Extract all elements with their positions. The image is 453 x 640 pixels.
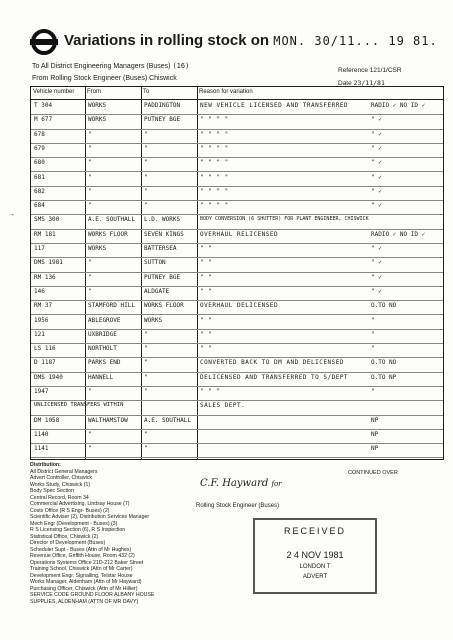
cell-to: ": [144, 373, 148, 381]
date-value: 23/11/81: [353, 79, 385, 87]
cell-reason: " " " ": [200, 202, 229, 210]
received-stamp: [253, 518, 377, 594]
cell-from: WALTHAMSTOW: [88, 416, 128, 424]
cell-to: WORKS: [144, 316, 163, 324]
distribution-line: Director of Development (Buses): [30, 540, 106, 546]
variations-table: [30, 86, 444, 460]
cell-from: HANWELL: [88, 373, 114, 381]
cell-vehicle: UNLICENSED TRANSFERS WITHIN: [34, 402, 124, 409]
cell-vehicle: RM 181: [34, 230, 56, 238]
cell-from: ": [88, 445, 92, 453]
cell-note: NP: [371, 416, 379, 424]
cell-from: ": [88, 287, 92, 295]
distribution-line: Advert Controller, Chiswick: [30, 475, 92, 481]
cell-from: ": [88, 388, 92, 395]
distribution-line: Purchasing Officer, Chiswick (Attn of Mr Hillier): [30, 585, 138, 592]
cell-vehicle: 1947: [34, 388, 49, 395]
cell-reason: BODY CONVERSION (6 SHUTTER) FOR PLANT ENGINEER, CHISWICK: [200, 216, 369, 223]
cell-to: WORKS FLOOR: [144, 302, 184, 310]
title-date: MON. 30/11... 19 81.: [273, 34, 438, 48]
to-line: To All District Engineering Managers (Buses) (16): [32, 62, 190, 70]
cell-reason: DELICENSED AND TRANSFERRED TO S/DEPT: [200, 373, 349, 381]
stamp-line2: 2 4 NOV 1981: [286, 550, 344, 560]
cell-vehicle: DMS 1940: [34, 373, 63, 381]
table-row: [31, 272, 443, 287]
table-row: [31, 200, 443, 215]
cell-note: " ✓: [371, 273, 382, 281]
table-row: [31, 114, 443, 129]
distribution-line: Scheduler Supt - Buses (Attn of Mr Hughes): [30, 546, 132, 553]
cell-from: WORKS: [88, 102, 107, 109]
table-row: [31, 129, 443, 144]
cell-from: ABLEGROVE: [88, 316, 121, 324]
cell-from: STAMFORD HILL: [88, 302, 135, 310]
cell-note: ": [371, 330, 375, 338]
cell-from: ": [88, 430, 92, 438]
table-row: [31, 157, 443, 172]
cell-note: " ✓: [371, 259, 382, 267]
distribution-line: Works Study, Chiswick (1): [30, 481, 91, 488]
table-row: [31, 357, 443, 372]
cell-to: PUTNEY BGE: [144, 116, 181, 124]
table-row: [31, 329, 443, 344]
london-transport-roundel-logo: [30, 28, 58, 56]
cell-note: " ✓: [371, 130, 382, 138]
cell-note: RADIO ✓ NO ID ✓: [371, 230, 426, 238]
cell-vehicle: 681: [34, 173, 45, 181]
cell-reason: " ": [200, 330, 213, 338]
stamp-line3: LONDON T: [299, 564, 331, 570]
cell-vehicle: 1140: [34, 430, 49, 438]
distribution-line: Body Spec Section: [30, 488, 74, 494]
cell-vehicle: RM 136: [34, 273, 56, 281]
table-header: [31, 87, 443, 100]
table-row: [31, 257, 443, 272]
cell-from: NORTHOLT: [88, 345, 117, 353]
table-row: [31, 343, 443, 358]
from-line: From Rolling Stock Engineer (Buses) Chiswick: [32, 75, 177, 82]
cell-note: " ✓: [371, 173, 382, 181]
cell-reason: " ": [200, 345, 213, 353]
distribution-line: Commercial Advertising, Lindsay House (7): [30, 501, 130, 507]
cell-from: ": [88, 202, 92, 210]
distribution-line: Development Engr, Signalling, Telstar House: [30, 572, 133, 579]
cell-to: ": [144, 173, 148, 181]
table-row: [31, 372, 443, 387]
cell-from: WORKS FLOOR: [88, 230, 128, 238]
distribution-line: SERVICE CODE GROUND FLOOR ALBANY HOUSE: [30, 592, 155, 598]
cell-reason: " ": [200, 273, 213, 281]
distribution-list: [30, 462, 190, 605]
cell-reason: " ": [200, 245, 213, 252]
table-row: [31, 386, 443, 401]
cell-vehicle: 1141: [34, 445, 49, 453]
cell-reason: OVERHAUL RELICENSED: [200, 230, 279, 238]
distribution-line: Training School, Chiswick (Attn of Mr Carter): [30, 566, 133, 572]
cell-reason: " " ": [200, 388, 221, 395]
cell-reason: CONVERTED BACK TO DM AND DELICENSED: [200, 359, 344, 367]
cell-from: WORKS: [88, 116, 107, 124]
cell-from: WORKS: [88, 245, 107, 252]
cell-vehicle: DM 1058: [34, 416, 60, 424]
cell-reason: OVERHAUL DELICENSED: [200, 302, 279, 310]
carried-over-note: CONTINUED OVER: [348, 470, 398, 476]
cell-to: ": [144, 187, 148, 195]
col-reason: Reason for variation: [199, 89, 253, 95]
cell-vehicle: M 677: [34, 116, 53, 124]
distribution-line: Operations Systems Office 21D-212 Baker Street: [30, 559, 144, 566]
cell-vehicle: 682: [34, 187, 45, 195]
cell-to: A.E. SOUTHALL: [144, 416, 191, 424]
cell-to: ": [144, 430, 148, 438]
cell-to: ": [144, 130, 148, 138]
distribution-line: Works Manager, Aldenham (Attn of Mr Hayward): [30, 579, 142, 585]
stamp-line4: ADVERT: [302, 574, 328, 580]
cell-note: O.TO NO: [371, 302, 397, 310]
date-field: Date 23/11/81: [338, 79, 385, 87]
cell-from: ": [88, 259, 92, 267]
col-from: From: [87, 89, 101, 95]
cell-to: SEVEN KINGS: [144, 230, 184, 238]
distribution-line: SUPPLIES, ALDENHAM (ATTN OF MR DAVY): [30, 598, 139, 605]
cell-to: ": [144, 445, 148, 453]
table-row: [31, 172, 443, 187]
table-row: [31, 100, 443, 115]
cell-vehicle: 146: [34, 287, 45, 295]
cell-note: " ✓: [371, 187, 382, 195]
cell-reason: " " " ": [200, 144, 229, 152]
cell-reason: " " " ": [200, 187, 229, 195]
cell-reason: " ": [200, 287, 213, 295]
cell-from: PARKS END: [88, 359, 121, 367]
cell-vehicle: 679: [34, 144, 45, 152]
cell-from: ": [88, 187, 92, 195]
cell-to: ": [144, 330, 148, 338]
table-row: [31, 186, 443, 201]
cell-vehicle: 1956: [34, 316, 49, 324]
reference: Reference 121/1/CSR: [338, 67, 402, 74]
cell-to: ": [144, 359, 148, 367]
cell-reason: " ": [200, 316, 213, 324]
arrow-mark: →: [8, 211, 15, 218]
table-row: [31, 214, 443, 229]
cell-note: ": [371, 345, 375, 353]
col-to: To: [143, 89, 150, 95]
table-row: [31, 429, 443, 444]
cell-reason: NEW VEHICLE LICENSED AND TRANSFERRED: [200, 102, 349, 109]
cell-note: NP: [371, 445, 379, 453]
cell-reason: " " " ": [200, 159, 229, 167]
table-row: [31, 400, 443, 415]
cell-note: " ✓: [371, 202, 382, 210]
cell-vehicle: 684: [34, 202, 45, 210]
table-row: [31, 300, 443, 315]
cell-to: PUTNEY BGE: [144, 273, 181, 281]
cell-reason: " ": [200, 259, 213, 267]
cell-to: ALDGATE: [144, 287, 170, 295]
col-vehicle: Vehicle number: [33, 89, 75, 95]
cell-reason: SALES DEPT.: [200, 402, 246, 410]
cell-to: BATTERSEA: [144, 245, 177, 252]
cell-note: NP: [371, 430, 379, 438]
table-row: [31, 243, 443, 258]
cell-vehicle: 117: [34, 245, 45, 252]
cell-from: ": [88, 159, 92, 167]
cell-to: ": [144, 202, 148, 210]
cell-from: UXBRIDGE: [88, 330, 117, 338]
cell-to: PADDINGTON: [144, 102, 181, 109]
table-row: [31, 315, 443, 330]
cell-vehicle: 121: [34, 330, 45, 338]
cell-to: ": [144, 388, 148, 395]
cell-vehicle: SMS 300: [34, 216, 60, 224]
distribution-line: Costs Office (R S Engr- Buses) (2): [30, 507, 110, 514]
cell-note: RADIO ✓ NO ID ✓: [371, 102, 426, 109]
cell-to: ": [144, 144, 148, 152]
cell-from: ": [88, 273, 92, 281]
page-title: [64, 32, 438, 49]
cell-note: O.TO NP: [371, 373, 397, 381]
cell-to: L.D. WORKS: [144, 216, 181, 224]
cell-note: " ✓: [371, 144, 382, 152]
cell-note: ": [371, 316, 375, 324]
distribution-line: Revenue Office, Griffith House, Room 432 (2): [30, 553, 135, 559]
distribution-line: Scientific Adviser (2), Distribution Services Manager: [30, 514, 150, 520]
cell-reason: " " " ": [200, 130, 229, 138]
table-row: [31, 229, 443, 244]
cell-vehicle: DMS 1981: [34, 259, 63, 267]
stamp-line1: RECEIVED: [283, 526, 346, 536]
cell-reason: " " " ": [200, 116, 229, 124]
cell-from: A.E. SOUTHALL: [88, 216, 135, 224]
cell-note: " ✓: [371, 287, 382, 295]
cell-note: " ✓: [371, 116, 382, 124]
table-row: [31, 143, 443, 158]
distribution-line: R S Licensing Section (6), R S Inspection: [30, 527, 126, 533]
cell-note: " ✓: [371, 159, 382, 167]
cell-note: O.TO NO: [371, 359, 397, 367]
cell-to: ": [144, 159, 148, 167]
cell-to: ": [144, 345, 148, 353]
cell-to: SUTTON: [144, 259, 166, 267]
cell-vehicle: LS 116: [34, 345, 56, 353]
cell-vehicle: D 1187: [34, 359, 56, 367]
cell-note: " ✓: [371, 245, 382, 252]
cell-vehicle: T 304: [34, 102, 53, 109]
title-text: Variations in rolling stock on: [64, 32, 270, 49]
table-row: [31, 443, 443, 458]
cell-vehicle: 680: [34, 159, 45, 167]
table-row: [31, 286, 443, 301]
distribution-line: All District General Managers: [30, 468, 98, 475]
cell-from: ": [88, 130, 92, 138]
cell-from: ": [88, 173, 92, 181]
signature-caption: Rolling Stock Engineer (Buses): [196, 503, 280, 509]
table-row: [31, 415, 443, 430]
distribution-heading: Distribution:: [30, 462, 61, 468]
cell-vehicle: 678: [34, 130, 45, 138]
cell-from: ": [88, 144, 92, 152]
distribution-line: Central Record, Room 34: [30, 494, 89, 501]
signature: C.F. Hayward for: [200, 478, 282, 489]
cell-vehicle: RM 37: [34, 302, 53, 310]
to-count: (16): [172, 62, 190, 70]
cell-reason: " " " ": [200, 173, 229, 181]
distribution-line: Mech Engr (Development - Buses) (3): [30, 520, 118, 527]
cell-note: ": [371, 388, 375, 395]
distribution-line: Statistical Office, Chiswick (2): [30, 533, 99, 540]
